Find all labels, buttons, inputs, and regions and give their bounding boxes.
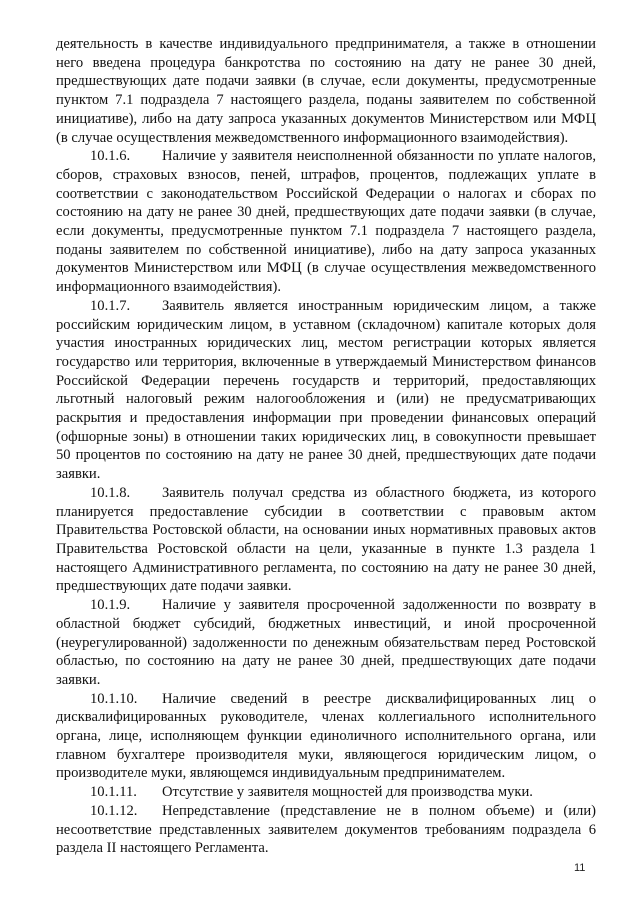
clause-10-1-8 [56,484,596,596]
clause-number: 10.1.8. [90,484,131,501]
clause-number: 10.1.12. [90,802,138,819]
clause-10-1-10 [56,690,596,784]
clause-10-1-6 [56,147,596,297]
clause-number: 10.1.7. [90,297,131,314]
clause-number: 10.1.6. [90,148,131,165]
clause-text: Заявитель является иностранным юридическим лицом, а также российским юридическим лицом, в уставном (складочном) капитале которых доля участия иностранных юридических лиц, местом регистрации которых является государство или территория, включенные в утверждаемый Министерством финансов Российской Федерации перечень государств и территорий, предоставляющих льготный налоговый режим налогообложения и (или) не предусматривающих раскрытия и предоставления информации при проведении финансовых операций (офшорные зоны) в отношении таких юридических лиц, в совокупности превышает 50 процентов по состоянию на дату не ранее 30 дней, предшествующих дате подачи заявки. [56,297,596,483]
clause-text: Наличие сведений в реестре дисквалифицированных лиц о дисквалифицированных руководителе, членах коллегиального исполнительного органа, лице, исполняющем функции единоличного исполнительного органа, или главном бухгалтере производителя муки, являющегося юридическим лицом, о производителе муки, являющемся индивидуальным предпринимателем. [56,690,596,782]
document-page [56,35,596,858]
clause-number: 10.1.11. [90,784,137,801]
page-number: 11 [574,862,586,874]
clause-number: 10.1.10. [90,690,138,707]
clause-text: Заявитель получал средства из областного бюджета, из которого планируется предоставление субсидии в соответствии с правовым актом Правительства Ростовской области, на основании иных нормативных правовых актов Правительства Ростовской области на цели, указанные в пункте 1.3 раздела 1 настоящего Административного регламента, по состоянию на дату не ранее 30 дней, предшествующих дате подачи заявки. [56,484,596,595]
clause-text: Наличие у заявителя просроченной задолженности по возврату в областной бюджет субсидий, бюджетных инвестиций, и иной просроченной (неурегулированной) задолженности по денежным обязательствам перед Ростовской областью, по состоянию на дату не ранее 30 дней, предшествующих дате подачи заявки. [56,597,596,688]
clause-10-1-11 [56,783,596,802]
clause-10-1-12 [56,802,596,858]
clause-number: 10.1.9. [90,597,131,614]
intro-paragraph: деятельность в качестве индивидуального предпринимателя, а также в отношении него введена процедура банкротства по состоянию на дату не ранее 30 дней, предшествующих дате подачи заявки (в случае, если документы, предусмотренные пунктом 7.1 подраздела 7 настоящего раздела, поданы заявителем по собственной инициативе), либо на дату запроса указанных документов Министерством или МФЦ (в случае осуществления межведомственного информационного взаимодействия). [56,36,596,146]
clause-text: Наличие у заявителя неисполненной обязанности по уплате налогов, сборов, страховых взносов, пеней, штрафов, процентов, подлежащих уплате в соответствии с законодательством Российской Федерации о налогах и сборах по состоянию на дату не ранее 30 дней, предшествующих дате подачи заявки (в случае, если документы, предусмотренные пунктом 7.1 подраздела 7 настоящего раздела, поданы заявителем по собственной инициативе), либо на дату запроса указанных документов Министерством или МФЦ (в случае осуществления межведомственного информационного взаимодействия). [56,148,596,296]
clause-10-1-7 [56,297,596,484]
clause-text: Отсутствие у заявителя мощностей для производства муки. [162,784,533,801]
clause-text: Непредставление (представление не в полном объеме) и (или) несоответствие представленных заявителем документов требованиям подраздела 6 раздела II настоящего Регламента. [56,802,596,857]
clause-10-1-9 [56,596,596,690]
